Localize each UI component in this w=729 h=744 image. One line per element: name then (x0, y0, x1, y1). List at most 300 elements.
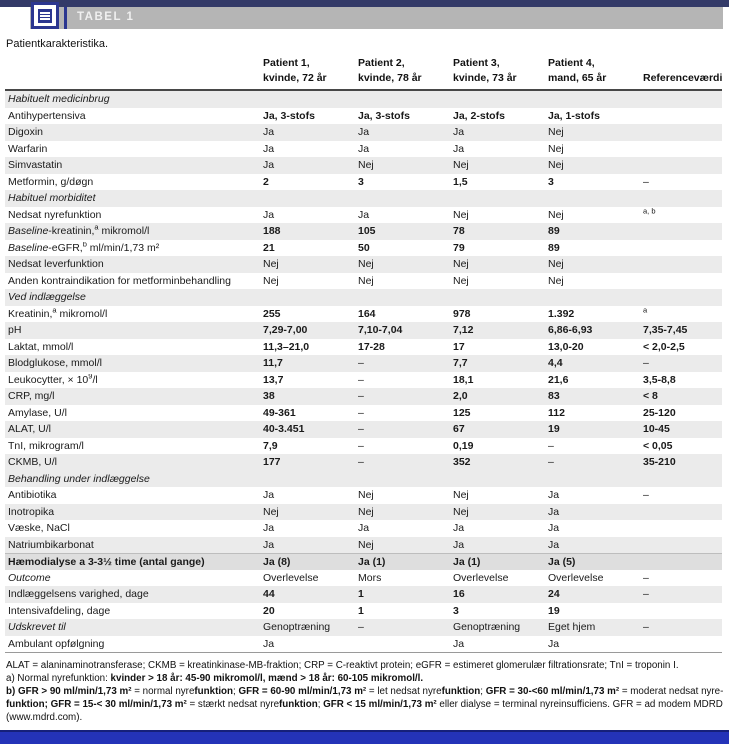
column-header-line (643, 56, 722, 71)
text-segment: 0,19 (453, 439, 474, 452)
table-row (5, 438, 722, 455)
text-segment: funktion (279, 699, 318, 710)
column-header (548, 56, 643, 86)
text-segment: Ja (1) (453, 555, 481, 568)
table-row (5, 603, 722, 620)
footnote-line (6, 685, 724, 698)
row-label (5, 572, 263, 584)
cell (263, 143, 358, 155)
text-segment: -kreatinin, (48, 225, 95, 238)
table-row (5, 174, 722, 191)
text-segment: Ja (548, 522, 560, 535)
cell (358, 110, 453, 122)
text-segment: 89 (548, 241, 560, 254)
cell (453, 242, 548, 254)
cell (263, 588, 358, 600)
cell (263, 209, 358, 221)
text-segment: 3 (453, 604, 459, 617)
text-segment: 89 (548, 225, 560, 238)
text-segment: Ja (263, 159, 275, 172)
text-segment: 352 (453, 456, 471, 469)
row-label (5, 621, 263, 633)
text-segment: Ja (263, 522, 275, 535)
text-segment: a, b (643, 206, 656, 216)
text-segment: (www.mdrd.com). (6, 712, 83, 723)
text-segment: 177 (263, 456, 281, 469)
text-segment: funktion (441, 686, 481, 697)
text-segment: 112 (548, 406, 565, 419)
table-row (5, 619, 722, 636)
cell (453, 341, 548, 353)
text-segment: 1 (358, 604, 364, 617)
text-segment: Nej (358, 489, 374, 502)
cell (358, 225, 453, 237)
table-body (5, 91, 722, 653)
text-segment: Mors (358, 571, 382, 584)
text-segment: Ja (453, 538, 465, 551)
text-segment: 2 (263, 175, 269, 188)
cell (263, 225, 358, 237)
text-segment: = stærkt nedsat nyre (186, 699, 280, 710)
table-row (5, 223, 722, 240)
cell (548, 143, 643, 155)
column-header-row (5, 56, 722, 91)
cell (548, 572, 643, 584)
text-segment: Hæmodialyse a 3-3½ time (antal gange) (8, 555, 205, 568)
cell (358, 258, 453, 270)
text-segment: Ja (453, 637, 465, 650)
text-segment: 105 (358, 225, 376, 238)
text-segment: – (358, 621, 364, 634)
table-row (5, 339, 722, 356)
cell (263, 110, 358, 122)
text-segment: 7,7 (453, 357, 468, 370)
row-label (5, 143, 263, 155)
text-segment: – (358, 439, 364, 452)
text-segment: Ja, 3-stofs (263, 109, 315, 122)
cell (548, 390, 643, 402)
text-segment: Ved indlæggelse (8, 291, 86, 304)
text-segment: 24 (548, 588, 560, 601)
cell (453, 456, 548, 468)
text-segment: Nej (358, 274, 374, 287)
text-segment: 1.392 (548, 307, 575, 320)
text-segment: 255 (263, 307, 281, 320)
table-row (5, 537, 722, 554)
column-header (263, 56, 358, 86)
text-segment: Ja (263, 637, 275, 650)
text-segment: 1 (358, 588, 364, 601)
cell (263, 407, 358, 419)
text-segment: Blodglukose, mmol/l (8, 357, 102, 370)
cell (453, 390, 548, 402)
text-segment: ALAT, U/l (8, 423, 51, 436)
column-header-line: kvinde, 73 år (453, 72, 517, 84)
cell (358, 605, 453, 617)
cell (548, 522, 643, 534)
cell (453, 556, 548, 568)
text-segment: 35-210 (643, 456, 676, 469)
row-label (5, 556, 263, 568)
section-header-row (5, 471, 722, 488)
cell (453, 621, 548, 633)
cell (358, 374, 453, 386)
text-segment: 40-3.451 (263, 423, 305, 436)
table-list-icon-glyph (38, 9, 52, 23)
cell (643, 390, 722, 402)
table-row (5, 306, 722, 323)
cell (358, 341, 453, 353)
row-label (5, 605, 263, 617)
footnote-line (6, 711, 724, 724)
cell (548, 324, 643, 336)
table-row (5, 520, 722, 537)
text-segment: Nej (453, 274, 469, 287)
cell (453, 522, 548, 534)
text-segment: 3,5-8,8 (643, 373, 676, 386)
text-segment: – (643, 571, 649, 584)
text-segment: 7,9 (263, 439, 278, 452)
footnote-line (6, 698, 724, 711)
cell (548, 308, 643, 320)
text-segment: Nej (453, 489, 469, 502)
text-segment: 11,7 (263, 357, 283, 370)
text-segment: Nej (453, 505, 469, 518)
text-segment: Ja (263, 208, 275, 221)
cell (548, 605, 643, 617)
cell (643, 489, 722, 501)
row-label (5, 506, 263, 518)
cell (548, 258, 643, 270)
text-segment: Nej (453, 159, 469, 172)
text-segment: ALAT = alaninaminotransferase; CKMB = kreatinkinase-MB-fraktion; CRP = C-reaktivt protein; eGFR = estimeret glomerulær filtrationsrate; TnI = troponin I. (6, 660, 679, 671)
cell (548, 506, 643, 518)
cell (643, 621, 722, 633)
text-segment: Amylase, U/l (8, 406, 67, 419)
text-segment: 3 (358, 175, 364, 188)
cell (263, 341, 358, 353)
table-row (5, 273, 722, 290)
cell (263, 126, 358, 138)
column-header-line: Patient 3, (453, 57, 500, 69)
text-segment: – (643, 357, 649, 370)
row-label (5, 159, 263, 171)
text-segment: 13,0-20 (548, 340, 584, 353)
text-segment: Nej (358, 159, 374, 172)
cell (548, 621, 643, 633)
cell (453, 143, 548, 155)
text-segment: 21 (263, 241, 275, 254)
text-segment: Ja (263, 489, 275, 502)
cell (453, 275, 548, 287)
table-header-bar (30, 7, 723, 29)
text-segment: – (643, 621, 649, 634)
cell (453, 638, 548, 650)
row-label (5, 126, 263, 138)
cell (643, 572, 722, 584)
bottom-accent-bar (0, 730, 729, 744)
table-caption: Patientkarakteristika. (6, 38, 109, 50)
cell (453, 159, 548, 171)
row-label (5, 539, 263, 551)
cell (263, 556, 358, 568)
text-segment: Nedsat nyrefunktion (8, 208, 102, 221)
cell (548, 556, 643, 568)
text-segment: Ambulant opfølgning (8, 637, 105, 650)
row-label (5, 522, 263, 534)
cell (548, 176, 643, 188)
cell (358, 143, 453, 155)
text-segment: – (358, 456, 364, 469)
cell (263, 258, 358, 270)
footnotes (6, 659, 724, 724)
cell (548, 242, 643, 254)
text-segment: 79 (453, 241, 465, 254)
text-segment: TnI, mikrogram/l (8, 439, 84, 452)
text-segment: Leukocytter, × 10 (8, 373, 89, 386)
text-segment: Ja (263, 538, 275, 551)
column-header-line: Patient 2, (358, 57, 405, 69)
cell (548, 588, 643, 600)
text-segment: Genoptræning (263, 621, 331, 634)
cell (358, 621, 453, 633)
text-segment: 125 (453, 406, 471, 419)
row-label (5, 588, 263, 600)
cell (263, 324, 358, 336)
text-segment: b) GFR > 90 ml/min/1,73 m² (6, 686, 132, 697)
text-segment: Behandling under indlæggelse (8, 472, 150, 485)
cell (453, 423, 548, 435)
column-header (643, 56, 722, 86)
text-segment: Ja (548, 637, 560, 650)
text-segment: funktion; (6, 699, 51, 710)
text-segment: 20 (263, 604, 275, 617)
row-label (5, 308, 263, 320)
text-segment: Ja (5) (548, 555, 576, 568)
text-segment: Digoxin (8, 126, 44, 139)
text-segment: Nej (453, 208, 469, 221)
text-segment: 7,12 (453, 324, 474, 337)
text-segment: ml/min/1,73 m² (86, 241, 160, 254)
text-segment: – (548, 456, 554, 469)
cell (263, 242, 358, 254)
text-segment: CRP, mg/l (8, 390, 55, 403)
cell (643, 423, 722, 435)
row-label (5, 638, 263, 650)
cell (548, 638, 643, 650)
table-row (5, 504, 722, 521)
cell (453, 407, 548, 419)
text-segment: 6,86-6,93 (548, 324, 593, 337)
text-segment: 164 (358, 307, 376, 320)
text-segment: GFR = 30-<60 ml/min/1,73 m² (485, 686, 620, 697)
text-segment: – (358, 357, 364, 370)
cell (358, 159, 453, 171)
cell (453, 110, 548, 122)
row-label (5, 374, 263, 386)
text-segment: – (643, 588, 649, 601)
cell (263, 159, 358, 171)
cell (263, 506, 358, 518)
section-header-row (5, 190, 722, 207)
cell (358, 357, 453, 369)
row-label (5, 275, 263, 287)
text-segment: 25-120 (643, 406, 676, 419)
highlight-row (5, 553, 722, 570)
cell (358, 539, 453, 551)
text-segment: – (548, 439, 554, 452)
table-row (5, 570, 722, 587)
table-row (5, 124, 722, 141)
text-segment: 17 (453, 340, 465, 353)
text-segment: Ja (453, 522, 465, 535)
text-segment: GFR = 15-< 30 ml/min/1,73 m² (50, 699, 187, 710)
cell (358, 489, 453, 501)
column-header (453, 56, 548, 86)
cell (358, 407, 453, 419)
text-segment: Ja (358, 208, 370, 221)
text-segment: funktion (194, 686, 234, 697)
cell (643, 588, 722, 600)
text-segment: Nej (548, 274, 564, 287)
cell (548, 275, 643, 287)
text-segment: Nedsat leverfunktion (8, 258, 104, 271)
text-segment: CKMB, U/l (8, 456, 58, 469)
cell (263, 374, 358, 386)
cell (548, 539, 643, 551)
text-segment: – (643, 489, 649, 502)
text-segment: 17-28 (358, 340, 385, 353)
text-segment: 83 (548, 390, 560, 403)
text-segment: Nej (548, 258, 564, 271)
text-segment: Ja (548, 505, 560, 518)
cell (263, 621, 358, 633)
cell (263, 357, 358, 369)
text-segment: Nej (453, 258, 469, 271)
column-header-line: Patient 4, (548, 57, 595, 69)
row-label (5, 456, 263, 468)
cell (358, 506, 453, 518)
text-segment: 978 (453, 307, 471, 320)
row-label (5, 407, 263, 419)
text-segment: Nej (263, 258, 279, 271)
cell (263, 489, 358, 501)
cell (263, 522, 358, 534)
table-row (5, 322, 722, 339)
text-segment: Ja (358, 522, 370, 535)
cell (358, 209, 453, 221)
row-label (5, 423, 263, 435)
cell (453, 258, 548, 270)
cell (548, 374, 643, 386)
cell (358, 275, 453, 287)
text-segment: Warfarin (8, 142, 48, 155)
row-label (5, 209, 263, 221)
cell (643, 206, 722, 221)
text-segment: Nej (548, 159, 564, 172)
text-segment: 2,0 (453, 390, 468, 403)
cell (263, 456, 358, 468)
text-segment: Inotropika (8, 505, 55, 518)
text-segment: – (358, 390, 364, 403)
text-segment: Ja (453, 142, 465, 155)
text-segment: Habituelt medicinbrug (8, 93, 110, 106)
table-row (5, 108, 722, 125)
section-header-row (5, 91, 722, 108)
text-segment: /l (92, 373, 98, 386)
row-label (5, 324, 263, 336)
cell (643, 407, 722, 419)
text-segment: < 2,0-2,5 (643, 340, 685, 353)
text-segment: eller dialyse = terminal nyreinsufficiens. GFR = ad modem MDRD (436, 699, 723, 710)
cell (263, 275, 358, 287)
text-segment: 78 (453, 225, 465, 238)
cell (453, 588, 548, 600)
cell (548, 209, 643, 221)
table-row (5, 141, 722, 158)
cell (263, 572, 358, 584)
cell (453, 357, 548, 369)
text-segment: 44 (263, 588, 275, 601)
text-segment: Indlæggelsens varighed, dage (8, 588, 149, 601)
text-segment: 38 (263, 390, 275, 403)
text-segment: Ja (263, 126, 275, 139)
text-segment: Simvastatin (8, 159, 63, 172)
text-segment: pH (8, 324, 22, 337)
cell (548, 423, 643, 435)
text-segment: Ja, 1-stofs (548, 109, 600, 122)
text-segment: GFR < 15 ml/min/1,73 m² (323, 699, 437, 710)
table-row (5, 421, 722, 438)
column-header-line: Patient 1, (263, 57, 310, 69)
cell (263, 176, 358, 188)
column-header-spacer (5, 56, 263, 86)
cell (453, 374, 548, 386)
text-segment: ; (233, 686, 239, 697)
text-segment: = moderat nedsat nyre- (619, 686, 724, 697)
cell (453, 209, 548, 221)
text-segment: = let nedsat nyre (366, 686, 442, 697)
text-segment: ; (480, 686, 486, 697)
cell (643, 357, 722, 369)
text-segment: a (643, 305, 648, 315)
text-segment: 49-361 (263, 406, 296, 419)
cell (643, 176, 722, 188)
column-header-line: kvinde, 72 år (263, 72, 327, 84)
table-title: TABEL 1 (77, 11, 135, 23)
table-row (5, 157, 722, 174)
cell (548, 440, 643, 452)
table-row (5, 207, 722, 224)
text-segment: 50 (358, 241, 370, 254)
text-segment: Overlevelse (453, 571, 509, 584)
cell (453, 225, 548, 237)
header-divider (64, 7, 67, 29)
row-label (5, 489, 263, 501)
text-segment: Genoptræning (453, 621, 521, 634)
cell (358, 522, 453, 534)
text-segment: 67 (453, 423, 465, 436)
text-segment: 7,10-7,04 (358, 324, 403, 337)
cell (548, 456, 643, 468)
text-segment: 1,5 (453, 175, 468, 188)
text-segment: Baseline (8, 225, 49, 238)
cell (263, 390, 358, 402)
text-segment: 18,1 (453, 373, 474, 386)
text-segment: mikromol/l (98, 225, 150, 238)
cell (358, 176, 453, 188)
cell (263, 308, 358, 320)
